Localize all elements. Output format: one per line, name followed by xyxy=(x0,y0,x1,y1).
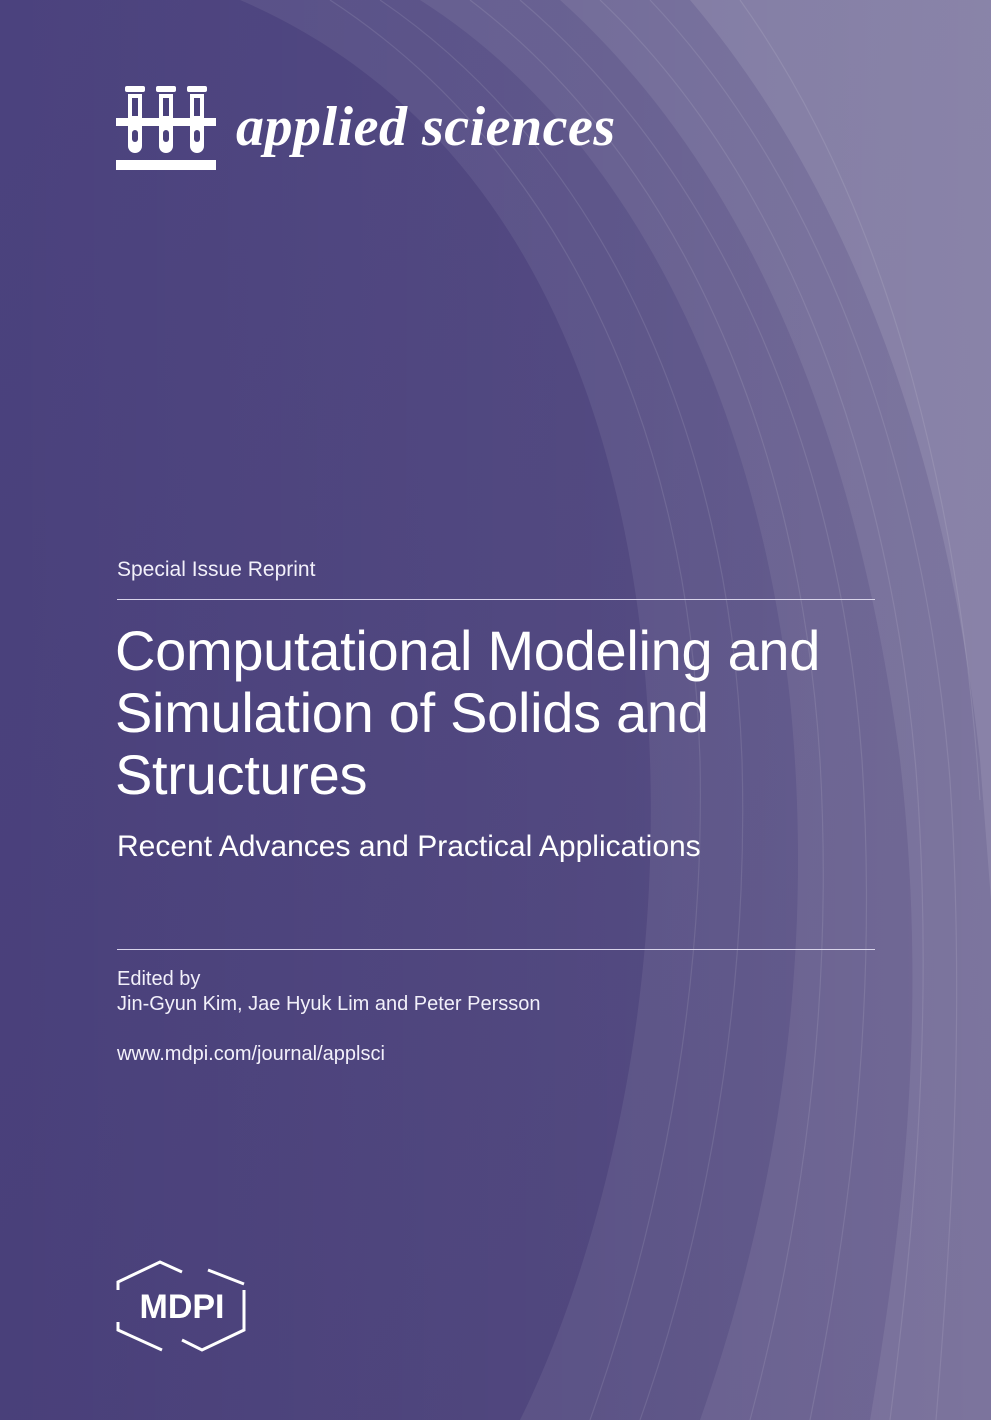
divider-top xyxy=(117,599,875,600)
series-label: Special Issue Reprint xyxy=(117,558,316,581)
editors-names: Jin-Gyun Kim, Jae Hyuk Lim and Peter Persson xyxy=(117,993,541,1015)
hexagon-logo-icon xyxy=(112,1260,250,1352)
journal-url: www.mdpi.com/journal/applsci xyxy=(117,1043,385,1065)
publisher-name: MDPI xyxy=(139,1288,225,1326)
divider-bottom xyxy=(117,949,875,950)
test-tube-rack-icon xyxy=(116,84,216,172)
book-title: Computational Modeling and Simulation of Solids and Structures xyxy=(115,619,821,806)
journal-name: applied sciences xyxy=(236,96,616,158)
book-subtitle: Recent Advances and Practical Applications xyxy=(117,830,701,863)
editors-label: Edited by xyxy=(117,968,201,990)
